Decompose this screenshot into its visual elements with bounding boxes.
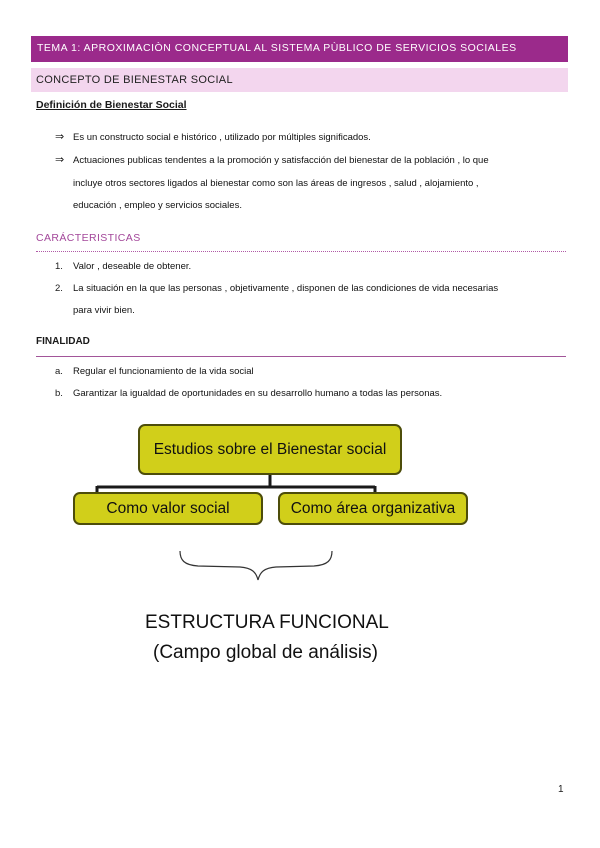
- diagram-box-right: Como área organizativa: [278, 492, 468, 525]
- page-number: 1: [558, 784, 564, 795]
- bullet-arrow-icon: ⇒: [55, 131, 65, 143]
- diagram-caption-1: ESTRUCTURA FUNCIONAL: [145, 612, 389, 633]
- finalidad-item-a: Regular el funcionamiento de la vida social: [73, 366, 254, 377]
- finalidad-item-b: Garantizar la igualdad de oportunidades en su desarrollo humano a todas las personas.: [73, 388, 443, 399]
- caracteristicas-heading: CARÁCTERISTICAS: [36, 232, 141, 244]
- definicion-heading: Definición de Bienestar Social: [36, 99, 187, 111]
- caracteristicas-marker: 2.: [55, 283, 63, 294]
- caracteristicas-item-1: Valor , deseable de obtener.: [73, 261, 192, 272]
- definicion-item-2-line-3: educación , empleo y servicios sociales.: [73, 200, 242, 211]
- diagram-caption-2: (Campo global de análisis): [153, 642, 378, 663]
- bullet-arrow-icon: ⇒: [55, 154, 65, 166]
- finalidad-marker: b.: [55, 388, 63, 399]
- caracteristicas-item-2-line-2: para vivir bien.: [73, 305, 135, 316]
- brace-icon: [180, 551, 332, 580]
- definicion-item-2-line-1: Actuaciones publicas tendentes a la promoción y satisfacción del bienestar de la población , lo que: [73, 155, 489, 166]
- concepto-title: CONCEPTO DE BIENESTAR SOCIAL: [36, 74, 233, 86]
- tema-title: TEMA 1: APROXIMACIÒN CONCEPTUAL AL SISTEMA PÙBLICO DE SERVICIOS SOCIALES: [37, 42, 517, 54]
- definicion-item-1: Es un constructo social e histórico , utilizado por múltiples significados.: [73, 132, 371, 143]
- caracteristicas-item-2-line-1: La situación en la que las personas , objetivamente , disponen de las condiciones de vida necesarias: [73, 283, 499, 294]
- caracteristicas-marker: 1.: [55, 261, 63, 272]
- diagram-box-left: Como valor social: [73, 492, 263, 525]
- definicion-item-2-line-2: incluye otros sectores ligados al bienestar como son las áreas de ingresos , salud , alojamiento ,: [73, 178, 479, 189]
- diagram-box-top: Estudios sobre el Bienestar social: [138, 424, 402, 475]
- finalidad-heading: FINALIDAD: [36, 336, 90, 347]
- finalidad-marker: a.: [55, 366, 63, 377]
